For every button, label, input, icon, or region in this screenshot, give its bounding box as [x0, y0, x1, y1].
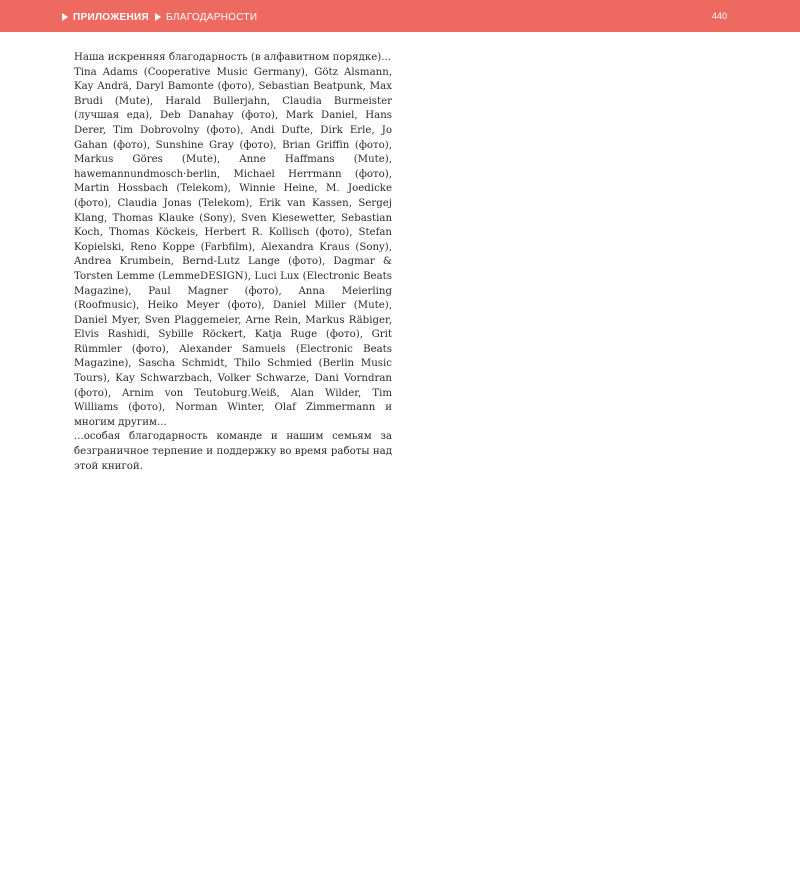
breadcrumb — [62, 10, 257, 24]
header-bar — [0, 0, 800, 32]
acknowledgements-text — [74, 51, 392, 474]
subsection-label: БЛАГОДАРНОСТИ — [166, 11, 258, 23]
section-label: ПРИЛОЖЕНИЯ — [73, 11, 150, 23]
intro-paragraph: Наша искренняя благодарность (в алфавитном порядке)... — [74, 52, 391, 63]
names-paragraph: Tina Adams (Cooperative Music Germany), Götz Alsmann, Kay Andrä, Daryl Bamonte (фото), Sebastian Beatpunk, Max Brudi (Mute), Harald Bullerjahn, Claudia Burmeister (лучшая еда), Deb Danahay (фото), Mark Daniel, Hans Derer, Tim Dobrovolny (фото), Andi Dufte, Dirk Erle, Jo Gahan (фото), Sunshine Gray (фото), Brian Griffin (фото), Markus Göres (Mute), Anne Haffmans (Mute), hawemannundmosch·berlin, Michael Herrmann (фото), Martin Hossbach (Telekom), Winnie Heine, M. Joedicke (фото), Claudia Jonas (Telekom), Erik van Kassen, Sergej Klang, Thomas Klauke (Sony), Sven Kiesewetter, Sebastian Koch, Thomas Köckeis, Herbert R. Kollisch (фото), Stefan Kopielski, Reno Koppe (Farbfilm), Alexandra Kraus (Sony), Andrea Krumbein, Bernd-Lutz Lange (фото), Dagmar & Torsten Lemme (LemmeDESIGN), Luci Lux (Electronic Beats Magazine), Paul Magner (фото), Anna Meierling (Roofmusic), Heiko Meyer (фото), Daniel Miller (Mute), Daniel Myer, Sven Plaggemeier, Arne Rein, Markus Räbiger, Elvis Rashidi, Sybille Röckert, Katja Ruge (фото), Grit Rümmler (фото), Alexander Samuels (Electronic Beats Magazine), Sascha Schmidt, Thilo Schmied (Berlin Music Tours), Kay Schwarzbach, Volker Schwarze, Dani Vorndran (фото), Arnim von Teutoburg.Weiß, Alan Wilder, Tim Williams (фото), Norman Winter, Olaf Zimmermann и многим другим... — [74, 66, 392, 428]
page-number: 440 — [711, 11, 727, 21]
arrow-right-icon — [62, 13, 68, 21]
closing-paragraph: ...особая благодарность команде и нашим семьям за безграничное терпение и поддержку во время работы над этой книгой. — [74, 431, 392, 472]
arrow-right-icon — [155, 13, 161, 21]
